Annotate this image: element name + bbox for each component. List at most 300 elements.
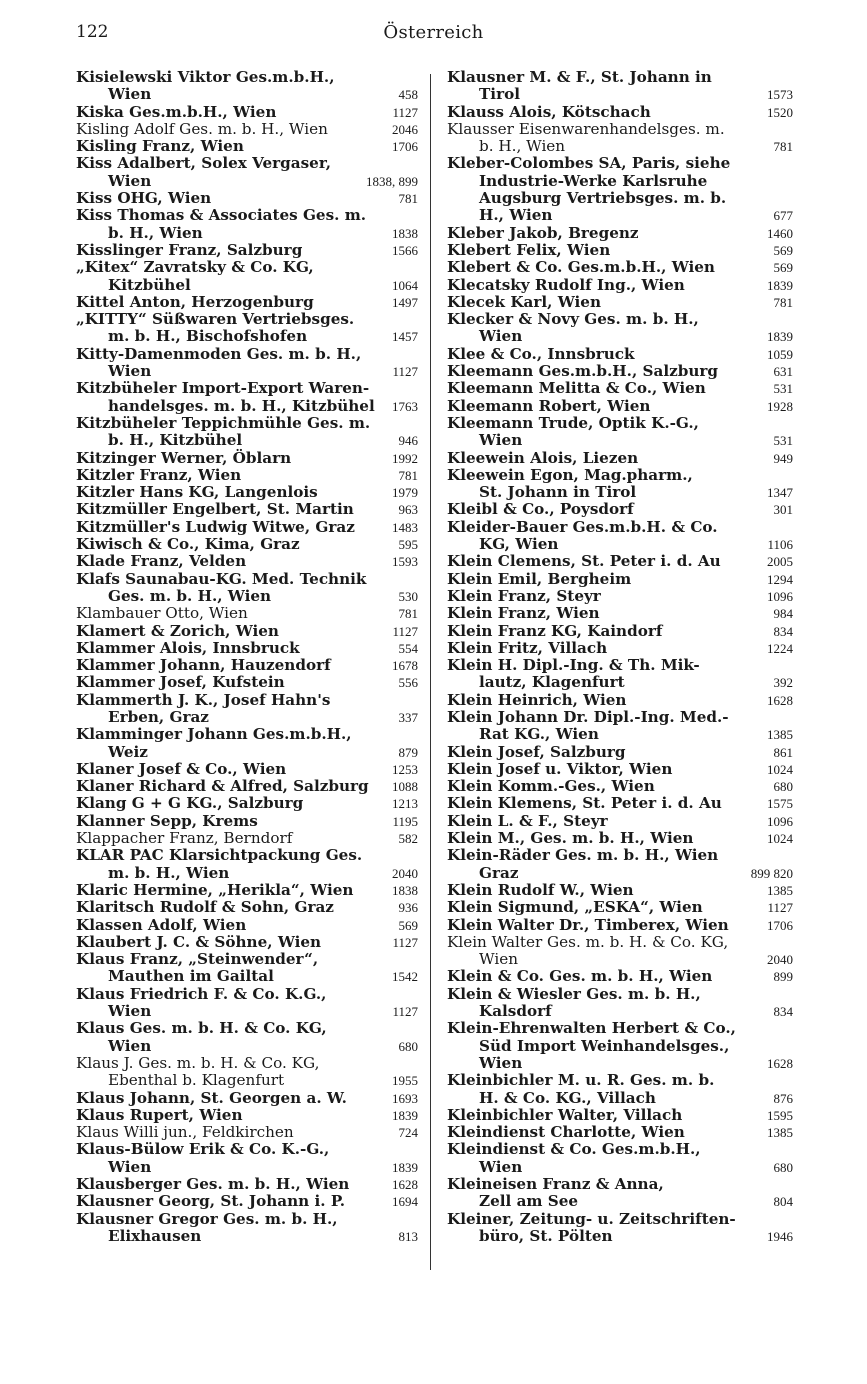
directory-entry — [76, 951, 418, 986]
directory-entry — [76, 847, 418, 882]
page-header — [0, 20, 867, 50]
entry-text — [447, 882, 761, 899]
entry-text — [76, 380, 386, 415]
entry-continuation: Wien — [479, 1053, 523, 1072]
entry-continuation: Ebenthal b. Klagenfurt — [108, 1071, 285, 1090]
directory-entry — [447, 398, 793, 415]
page-reference: 595 — [398, 537, 418, 553]
column-divider — [430, 74, 431, 1270]
page-reference: 1706 — [392, 139, 418, 155]
page-reference: 899 — [773, 969, 793, 985]
page-reference: 781 — [773, 294, 793, 310]
page-reference: 1693 — [392, 1090, 418, 1106]
entry-name: Kleber Jakob, Bregenz — [447, 223, 639, 242]
page-reference: 724 — [398, 1125, 418, 1141]
entry-name: Klaus Willi jun., Feldkirchen — [76, 1123, 294, 1142]
directory-entry — [447, 588, 793, 605]
page-reference: 1106 — [767, 537, 793, 553]
directory-entry — [447, 968, 793, 985]
entry-text — [447, 380, 768, 397]
page-reference: 1763 — [392, 398, 418, 414]
directory-entry — [76, 986, 418, 1021]
page-reference: 2040 — [767, 952, 793, 968]
entry-name: Kitzbüheler Import-Export Waren- — [76, 379, 370, 398]
entry-text — [447, 899, 761, 916]
entry-name: Kleindienst & Co. Ges.m.b.H., — [447, 1140, 701, 1159]
entry-name: Klang G + G KG., Salzburg — [76, 794, 304, 813]
entry-text — [447, 398, 761, 415]
entry-name: Klappacher Franz, Berndorf — [76, 829, 293, 848]
page-reference: 1385 — [767, 882, 793, 898]
directory-entry — [447, 155, 793, 224]
entry-text — [447, 225, 761, 242]
entry-continuation: Zell am See — [479, 1192, 579, 1211]
entry-name: Kittel Anton, Herzogenburg — [76, 292, 314, 311]
entry-name: Klein Emil, Bergheim — [447, 569, 632, 588]
entry-text — [447, 709, 761, 744]
directory-entry — [76, 450, 418, 467]
entry-continuation: Graz — [479, 863, 519, 882]
page-reference: 1195 — [392, 813, 418, 829]
directory-entry — [447, 917, 793, 934]
entry-name: Klein & Wiesler Ges. m. b. H., — [447, 984, 701, 1003]
entry-text — [76, 1193, 386, 1210]
directory-entry — [447, 467, 793, 502]
directory-entry — [76, 934, 418, 951]
entry-text — [76, 155, 360, 190]
left-column — [76, 69, 418, 1245]
directory-entry — [447, 311, 793, 346]
page-reference: 1706 — [767, 917, 793, 933]
entry-name: Klausser Eisenwarenhandelsges. m. — [447, 119, 725, 138]
entry-name: Kitzmüller's Ludwig Witwe, Graz — [76, 517, 355, 536]
directory-entry — [447, 415, 793, 450]
entry-text — [447, 813, 761, 830]
entry-text — [447, 311, 761, 346]
entry-name: Klein H. Dipl.-Ing. & Th. Mik- — [447, 656, 700, 675]
entry-text — [76, 121, 386, 138]
entry-text — [447, 588, 761, 605]
entry-continuation: Industrie-Werke Karlsruhe — [479, 171, 708, 190]
entry-name: Kisslinger Franz, Salzburg — [76, 240, 303, 259]
directory-entry — [447, 795, 793, 812]
page-reference: 963 — [398, 502, 418, 518]
entry-name: Klaus Johann, St. Georgen a. W. — [76, 1088, 347, 1107]
page-reference: 680 — [773, 779, 793, 795]
entry-continuation: Tirol — [479, 85, 520, 104]
entry-name: Klaus Franz, „Steinwender“, — [76, 950, 319, 969]
entry-name: Kitzler Hans KG, Langenlois — [76, 483, 318, 502]
directory-entry — [76, 1176, 418, 1193]
entry-name: Klamert & Zorich, Wien — [76, 621, 279, 640]
entry-name: Klein-Räder Ges. m. b. H., Wien — [447, 846, 719, 865]
entry-text — [76, 692, 393, 727]
entry-continuation: b. H., Wien — [108, 223, 203, 242]
page-reference: 1946 — [767, 1228, 793, 1244]
entry-continuation: lautz, Klagenfurt — [479, 673, 625, 692]
directory-entry — [76, 813, 418, 830]
entry-text — [447, 69, 761, 104]
page-reference: 569 — [773, 242, 793, 258]
entry-text — [447, 519, 761, 554]
entry-name: Klecatsky Rudolf Ing., Wien — [447, 275, 685, 294]
directory-entry — [76, 571, 418, 606]
entry-continuation: Wien — [108, 1157, 152, 1176]
page-reference: 1127 — [392, 934, 418, 950]
page-reference: 1979 — [392, 485, 418, 501]
directory-entry — [76, 69, 418, 104]
right-column — [447, 69, 793, 1245]
entry-continuation: Wien — [108, 85, 152, 104]
directory-entry — [76, 830, 418, 847]
entry-text — [76, 1107, 386, 1124]
entry-text — [76, 795, 386, 812]
entry-name: Klein Franz, Steyr — [447, 586, 601, 605]
entry-name: Klein Franz KG, Kaindorf — [447, 621, 663, 640]
entry-text — [76, 813, 386, 830]
directory-entry — [76, 778, 418, 795]
entry-name: Kitzler Franz, Wien — [76, 465, 242, 484]
page-reference: 781 — [398, 191, 418, 207]
entry-text — [76, 1141, 386, 1176]
entry-name: Kleewein Alois, Liezen — [447, 448, 639, 467]
directory-entry — [447, 380, 793, 397]
entry-name: Kleemann Robert, Wien — [447, 396, 651, 415]
directory-entry — [76, 917, 418, 934]
directory-entry — [447, 277, 793, 294]
entry-text — [447, 242, 768, 259]
entry-text — [76, 1124, 393, 1141]
directory-entry — [76, 1141, 418, 1176]
entry-name: Klein Franz, Wien — [447, 604, 600, 623]
page-reference: 1575 — [767, 796, 793, 812]
entry-text — [447, 657, 768, 692]
page-number: 122 — [76, 22, 109, 42]
page-reference: 876 — [773, 1090, 793, 1106]
page-reference: 1347 — [767, 485, 793, 501]
page-reference: 1839 — [392, 1107, 418, 1123]
entry-name: Klein Josef, Salzburg — [447, 742, 626, 761]
entry-continuation: Wien — [479, 1157, 523, 1176]
entry-name: Klaner Josef & Co., Wien — [76, 759, 287, 778]
entry-text — [76, 623, 386, 640]
entry-continuation: Wien — [108, 1036, 152, 1055]
page-reference: 337 — [398, 709, 418, 725]
entry-continuation: Wien — [108, 1002, 152, 1021]
page-reference: 1628 — [767, 1055, 793, 1071]
page-reference: 1127 — [392, 364, 418, 380]
entry-text — [447, 795, 761, 812]
directory-entry — [76, 484, 418, 501]
entry-text — [447, 692, 761, 709]
entry-name: Klaus-Bülow Erik & Co. K.-G., — [76, 1140, 330, 1159]
directory-entry — [447, 225, 793, 242]
entry-name: Klammer Johann, Hauzendorf — [76, 656, 331, 675]
page-reference: 301 — [773, 502, 793, 518]
entry-text — [76, 778, 386, 795]
directory-entry — [447, 847, 793, 882]
entry-text — [447, 986, 768, 1021]
entry-text — [76, 190, 393, 207]
directory-entry — [76, 259, 418, 294]
entry-name: Klein Walter Dr., Timberex, Wien — [447, 915, 729, 934]
directory-entry — [447, 571, 793, 588]
page-reference: 1955 — [392, 1073, 418, 1089]
directory-entry — [447, 242, 793, 259]
entry-name: Klein Klemens, St. Peter i. d. Au — [447, 794, 722, 813]
entry-text — [76, 1020, 393, 1055]
entry-name: Klein Komm.-Ges., Wien — [447, 777, 655, 796]
entry-continuation: Mauthen im Gailtal — [108, 967, 274, 986]
entry-name: Klaner Richard & Alfred, Salzburg — [76, 777, 369, 796]
page-reference: 1928 — [767, 398, 793, 414]
entry-name: Kisling Franz, Wien — [76, 137, 244, 156]
entry-name: Kiwisch & Co., Kima, Graz — [76, 535, 300, 554]
entry-name: Klammerth J. K., Josef Hahn's — [76, 690, 331, 709]
page-reference: 1127 — [767, 900, 793, 916]
entry-text — [447, 467, 761, 502]
entry-name: „KITTY“ Süßwaren Vertriebsges. — [76, 310, 355, 329]
entry-name: Kisielewski Viktor Ges.m.b.H., — [76, 68, 335, 86]
directory-entry — [76, 553, 418, 570]
entry-text — [76, 1090, 386, 1107]
page-reference: 1088 — [392, 779, 418, 795]
directory-entry — [76, 138, 418, 155]
page-reference: 781 — [398, 606, 418, 622]
page-reference: 1213 — [392, 796, 418, 812]
entry-text — [76, 1211, 393, 1246]
entry-text — [447, 1107, 761, 1124]
entry-continuation: Augsburg Vertriebsges. m. b. — [479, 189, 727, 208]
entry-name: Klaubert J. C. & Söhne, Wien — [76, 932, 322, 951]
entry-text — [447, 847, 745, 882]
entry-name: „Kitex“ Zavratsky & Co. KG, — [76, 258, 314, 277]
entry-text — [76, 501, 393, 518]
directory-entry — [76, 311, 418, 346]
entry-continuation: St. Johann in Tirol — [479, 483, 637, 502]
directory-entry — [447, 882, 793, 899]
entry-name: Klanner Sepp, Krems — [76, 811, 258, 830]
entry-name: Kleemann Melitta & Co., Wien — [447, 379, 706, 398]
entry-name: Klein M., Ges. m. b. H., Wien — [447, 829, 694, 848]
entry-name: Kiska Ges.m.b.H., Wien — [76, 102, 277, 121]
directory-entry — [447, 294, 793, 311]
entry-text — [76, 553, 386, 570]
directory-entry — [76, 692, 418, 727]
entry-text — [447, 640, 761, 657]
page-reference: 2005 — [767, 554, 793, 570]
entry-name: Kleinbichler Walter, Villach — [447, 1105, 683, 1124]
entry-continuation: büro, St. Pölten — [479, 1226, 613, 1245]
entry-continuation: Weiz — [108, 742, 148, 761]
directory-entry — [76, 294, 418, 311]
directory-entry — [76, 899, 418, 916]
directory-entry — [76, 726, 418, 761]
page-reference: 1839 — [767, 329, 793, 345]
page-reference: 1294 — [767, 571, 793, 587]
entry-text — [76, 726, 393, 761]
page-reference: 1457 — [392, 329, 418, 345]
page-reference: 1628 — [392, 1177, 418, 1192]
entry-name: Klein Clemens, St. Peter i. d. Au — [447, 552, 721, 571]
page-reference: 936 — [398, 900, 418, 916]
entry-continuation: Wien — [479, 327, 523, 346]
directory-entry — [76, 380, 418, 415]
entry-text — [447, 968, 768, 985]
page-reference: 1064 — [392, 277, 418, 293]
entry-text — [447, 1020, 761, 1072]
entry-text — [447, 415, 768, 450]
entry-text — [76, 467, 393, 484]
entry-name: Klein & Co. Ges. m. b. H., Wien — [447, 967, 713, 986]
directory-entry — [76, 674, 418, 691]
entry-text — [76, 69, 393, 104]
entry-continuation: Ges. m. b. H., Wien — [108, 586, 272, 605]
entry-name: Klassen Adolf, Wien — [76, 915, 247, 934]
page-reference: 1694 — [392, 1194, 418, 1210]
page-reference: 946 — [398, 433, 418, 449]
directory-entry — [447, 1211, 793, 1246]
entry-text — [447, 277, 761, 294]
entry-continuation: handelsges. m. b. H., Kitzbühel — [108, 396, 375, 415]
page-reference: 677 — [773, 208, 793, 224]
directory-entry — [447, 501, 793, 518]
page-reference: 531 — [773, 381, 793, 397]
entry-text — [76, 484, 386, 501]
page-reference: 1385 — [767, 1125, 793, 1141]
entry-name: Klein Johann Dr. Dipl.-Ing. Med.- — [447, 707, 729, 726]
entry-name: Kitzbüheler Teppichmühle Ges. m. — [76, 413, 371, 432]
entry-name: Klauss Alois, Kötschach — [447, 102, 651, 121]
entry-name: Kitzinger Werner, Öblarn — [76, 448, 292, 467]
entry-text — [447, 450, 768, 467]
page-reference: 834 — [773, 1004, 793, 1020]
entry-name: Kleber-Colombes SA, Paris, siehe — [447, 154, 731, 173]
directory-entry — [447, 934, 793, 969]
entry-continuation: Wien — [108, 171, 152, 190]
directory-entry — [447, 104, 793, 121]
directory-entry — [76, 1090, 418, 1107]
entry-text — [447, 778, 768, 795]
entry-text — [447, 830, 761, 847]
page-reference: 781 — [773, 139, 793, 155]
entry-name: Klecek Karl, Wien — [447, 292, 602, 311]
directory-entry — [447, 830, 793, 847]
entry-text — [76, 104, 386, 121]
entry-text — [76, 934, 386, 951]
directory-entry — [76, 1193, 418, 1210]
entry-text — [447, 623, 768, 640]
entry-name: Klamminger Johann Ges.m.b.H., — [76, 725, 352, 744]
page-reference: 834 — [773, 623, 793, 639]
entry-text — [447, 1211, 761, 1246]
page-reference: 1838 — [392, 882, 418, 898]
entry-name: Klafs Saunabau-KG. Med. Technik — [76, 569, 367, 588]
entry-continuation: b. H., Kitzbühel — [108, 431, 243, 450]
page-reference: 813 — [398, 1228, 418, 1244]
entry-name: Kleineisen Franz & Anna, — [447, 1175, 664, 1193]
directory-entry — [76, 415, 418, 450]
entry-name: Kitzmüller Engelbert, St. Martin — [76, 500, 354, 519]
page-reference: 531 — [773, 433, 793, 449]
directory-entry — [76, 1211, 418, 1246]
entry-name: Klausberger Ges. m. b. H., Wien — [76, 1175, 350, 1193]
entry-text — [447, 934, 761, 969]
entry-continuation: Wien — [479, 431, 523, 450]
entry-name: Klebert & Co. Ges.m.b.H., Wien — [447, 258, 715, 277]
page-reference: 984 — [773, 606, 793, 622]
entry-continuation: H., Wien — [479, 206, 553, 225]
directory-entry — [447, 623, 793, 640]
entry-name: Kleemann Trude, Optik K.-G., — [447, 413, 699, 432]
entry-name: Kleemann Ges.m.b.H., Salzburg — [447, 362, 719, 381]
entry-text — [76, 415, 393, 450]
running-title: Österreich — [383, 22, 484, 43]
directory-entry — [76, 640, 418, 657]
entry-name: Klammer Alois, Innsbruck — [76, 638, 300, 657]
entry-text — [447, 1141, 768, 1176]
page-reference: 680 — [398, 1038, 418, 1054]
directory-entry — [76, 657, 418, 674]
entry-text — [447, 605, 768, 622]
entry-continuation: Erben, Graz — [108, 707, 209, 726]
entry-name: Klaric Hermine, „Herikla“, Wien — [76, 880, 354, 899]
directory-entry — [447, 744, 793, 761]
entry-name: Klein Walter Ges. m. b. H. & Co. KG, — [447, 932, 729, 951]
entry-name: Kiss OHG, Wien — [76, 189, 212, 208]
directory-entry — [447, 346, 793, 363]
entry-name: Klein Rudolf W., Wien — [447, 880, 634, 899]
entry-name: Kleibl & Co., Poysdorf — [447, 500, 634, 519]
page-reference: 556 — [398, 675, 418, 691]
page-reference: 1253 — [392, 761, 418, 777]
page-reference: 2046 — [392, 121, 418, 137]
page-reference: 1059 — [767, 346, 793, 362]
entry-text — [447, 1072, 768, 1107]
directory-entry — [447, 1107, 793, 1124]
page-reference: 899 820 — [750, 865, 793, 881]
directory-entry — [76, 121, 418, 138]
directory-entry — [447, 605, 793, 622]
entry-text — [447, 259, 768, 276]
directory-entry — [447, 1072, 793, 1107]
directory-entry — [76, 605, 418, 622]
page-reference: 1024 — [767, 831, 793, 847]
entry-continuation: Wien — [108, 362, 152, 381]
entry-name: Klein Heinrich, Wien — [447, 690, 627, 709]
page-reference: 582 — [398, 831, 418, 847]
page-reference: 1593 — [392, 554, 418, 570]
page-reference: 879 — [398, 744, 418, 760]
entry-text — [76, 138, 386, 155]
directory-entry — [76, 207, 418, 242]
entry-text — [447, 346, 761, 363]
entry-name: Klebert Felix, Wien — [447, 240, 611, 259]
entry-name: Kiss Thomas & Associates Ges. m. — [76, 206, 367, 225]
page-reference: 1992 — [392, 450, 418, 466]
page-reference: 1483 — [392, 519, 418, 535]
page-reference: 1628 — [767, 692, 793, 708]
entry-name: Klaritsch Rudolf & Sohn, Graz — [76, 898, 334, 917]
entry-continuation: Rat KG., Wien — [479, 725, 599, 744]
directory-entry — [76, 1124, 418, 1141]
entry-name: Klein Fritz, Villach — [447, 638, 608, 657]
page-reference: 781 — [398, 467, 418, 483]
entry-name: Klammer Josef, Kufstein — [76, 673, 285, 692]
entry-continuation: Wien — [479, 950, 518, 969]
entry-text — [76, 536, 393, 553]
directory-entry — [76, 795, 418, 812]
